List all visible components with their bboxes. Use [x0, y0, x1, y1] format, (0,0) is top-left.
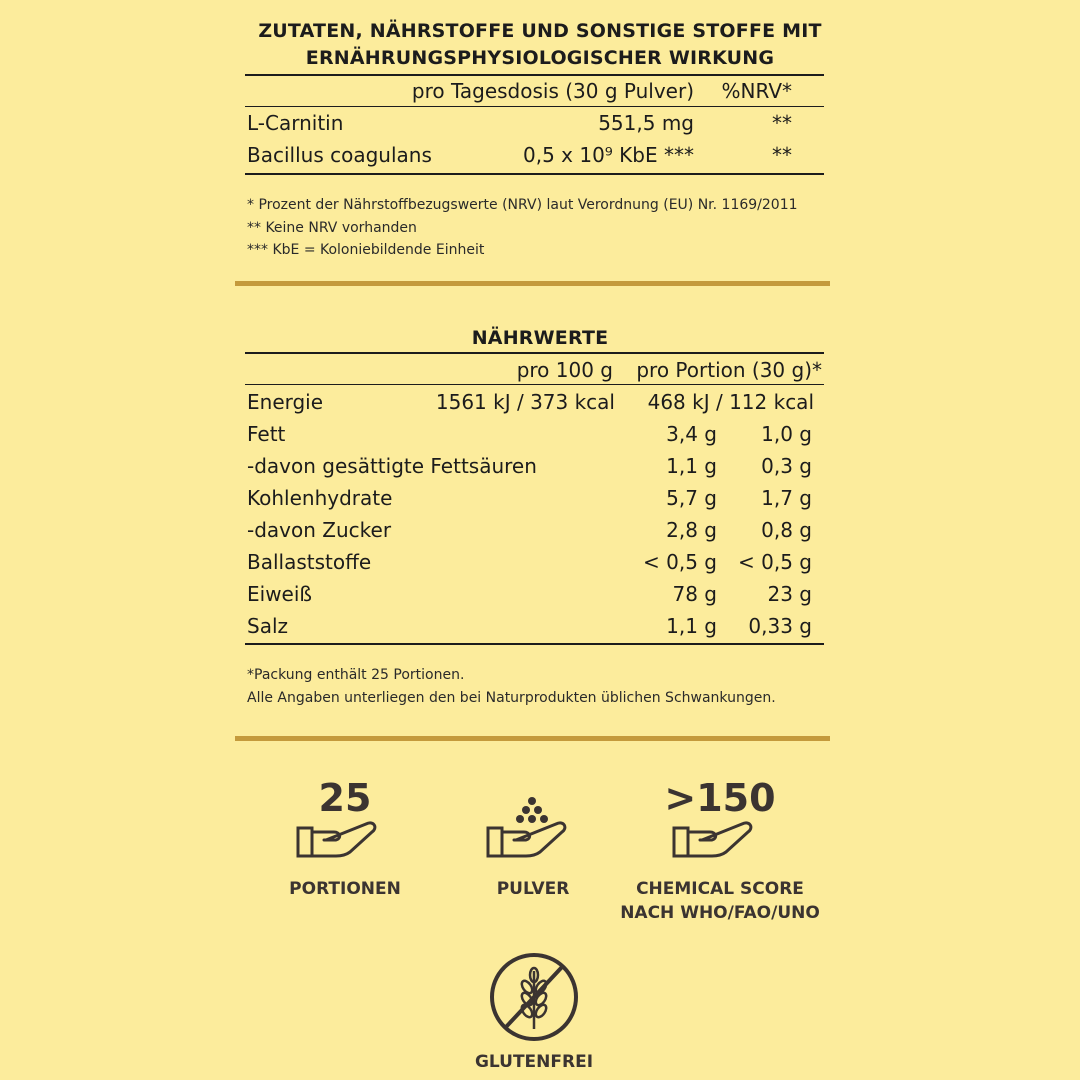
ingredient-nrv: **	[772, 143, 792, 167]
table-row	[247, 514, 822, 546]
gluten-free-icon	[488, 951, 580, 1043]
nutrient-name: Ballaststoffe	[247, 550, 372, 574]
table-row	[247, 418, 822, 450]
ingredient-dose: 551,5 mg	[598, 111, 694, 135]
nutrient-portion: 0,33 g	[748, 614, 812, 638]
nutrient-name: -davon Zucker	[247, 518, 392, 542]
nutrient-per100: 1,1 g	[666, 614, 717, 638]
table-row	[247, 386, 822, 418]
col-header-portion: pro Portion (30 g)*	[636, 358, 822, 382]
nutrient-name: Fett	[247, 422, 286, 446]
table-row	[247, 139, 822, 171]
nutrient-portion: 1,7 g	[761, 486, 812, 510]
nutrient-per100: 2,8 g	[666, 518, 717, 542]
nutrient-portion: 468 kJ / 112 kcal	[647, 390, 814, 414]
ingredients-header-row	[247, 75, 822, 107]
nutrient-name: Eiweiß	[247, 582, 313, 606]
score-label-line2: NACH WHO/FAO/UNO	[620, 903, 820, 923]
nutrient-per100: 5,7 g	[666, 486, 717, 510]
glutenfree-label: GLUTENFREI	[474, 1052, 594, 1072]
footnote: Alle Angaben unterliegen den bei Naturprodukten üblichen Schwankungen.	[247, 690, 776, 706]
portions-label: PORTIONEN	[289, 879, 401, 899]
nutrient-portion: < 0,5 g	[738, 550, 812, 574]
gold-divider	[235, 736, 830, 741]
ingredients-bottom-rule	[245, 173, 824, 175]
nutrient-per100: < 0,5 g	[643, 550, 717, 574]
score-number: >150	[664, 776, 776, 820]
gold-divider	[235, 281, 830, 286]
ingredients-title-line1: ZUTATEN, NÄHRSTOFFE UND SONSTIGE STOFFE MIT	[258, 20, 822, 42]
nutrient-portion: 0,8 g	[761, 518, 812, 542]
hand-icon	[486, 818, 582, 860]
ingredient-name: L-Carnitin	[247, 111, 344, 135]
footnote: *Packung enthält 25 Portionen.	[247, 667, 465, 683]
nutrient-portion: 0,3 g	[761, 454, 812, 478]
footnote: * Prozent der Nährstoffbezugswerte (NRV) laut Verordnung (EU) Nr. 1169/2011	[247, 197, 798, 213]
nutrition-header-row	[247, 354, 822, 386]
table-row	[247, 610, 822, 642]
nutrient-name: Salz	[247, 614, 289, 638]
ingredient-nrv: **	[772, 111, 792, 135]
nutrition-header-rule	[245, 384, 824, 385]
footnote: ** Keine NRV vorhanden	[247, 220, 417, 236]
nutrient-name: Energie	[247, 390, 324, 414]
hand-icon	[296, 818, 392, 860]
col-header-nrv: %NRV*	[721, 79, 792, 103]
nutrient-per100: 3,4 g	[666, 422, 717, 446]
nutrition-title: NÄHRWERTE	[471, 327, 609, 349]
table-row	[247, 482, 822, 514]
nutrient-per100: 1,1 g	[666, 454, 717, 478]
table-row	[247, 107, 822, 139]
ingredient-name: Bacillus coagulans	[247, 143, 432, 167]
portions-number: 25	[318, 776, 372, 820]
col-header-dose: pro Tagesdosis (30 g Pulver)	[411, 79, 694, 103]
footnote: *** KbE = Koloniebildende Einheit	[247, 242, 485, 258]
table-row	[247, 450, 822, 482]
nutrient-per100: 1561 kJ / 373 kcal	[435, 390, 615, 414]
powder-label: PULVER	[496, 879, 570, 899]
ingredient-dose: 0,5 x 10⁹ KbE ***	[523, 143, 694, 167]
nutrient-name: Kohlenhydrate	[247, 486, 393, 510]
nutrient-portion: 1,0 g	[761, 422, 812, 446]
table-row	[247, 546, 822, 578]
ingredients-title-line2: ERNÄHRUNGSPHYSIOLOGISCHER WIRKUNG	[305, 47, 775, 69]
nutrition-bottom-rule	[245, 643, 824, 645]
nutrient-name: -davon gesättigte Fettsäuren	[247, 454, 537, 478]
nutrient-portion: 23 g	[767, 582, 812, 606]
table-row	[247, 578, 822, 610]
col-header-100g: pro 100 g	[516, 358, 613, 382]
hand-icon	[672, 818, 768, 860]
nutrient-per100: 78 g	[672, 582, 717, 606]
score-label-line1: CHEMICAL SCORE	[636, 879, 804, 899]
